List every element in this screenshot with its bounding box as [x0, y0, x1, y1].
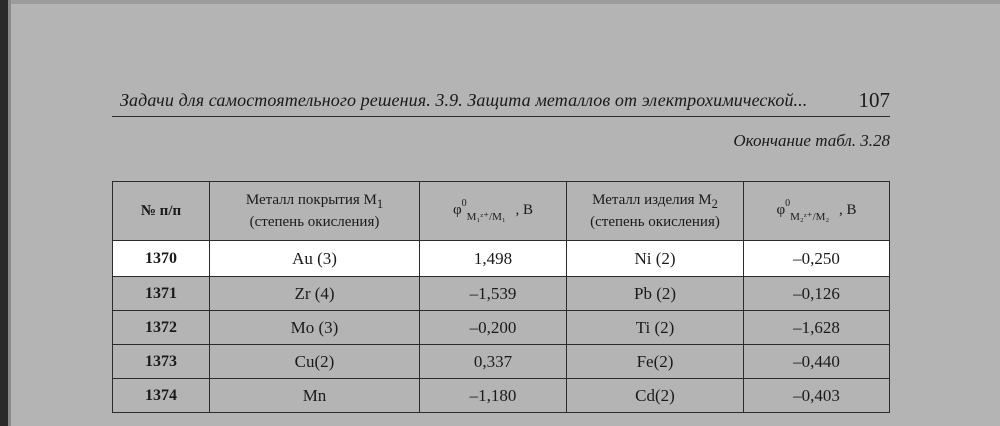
- row-coating-potential: –1,180: [420, 379, 567, 413]
- table-row-highlighted: [113, 241, 890, 277]
- header-coating-metal: [210, 182, 420, 241]
- running-header: [112, 86, 890, 117]
- row-product-potential: –0,126: [744, 277, 890, 311]
- row-number: 1373: [113, 345, 210, 379]
- header-number: № п/п: [113, 182, 210, 241]
- table-row: [113, 345, 890, 379]
- row-product-metal: Pb (2): [567, 277, 744, 311]
- row-number: 1371: [113, 277, 210, 311]
- header-product-metal-index: 2: [711, 197, 718, 211]
- row-product-potential: –1,628: [744, 311, 890, 345]
- header-phi2-symbol: φ: [776, 201, 786, 218]
- header-coating-metal-title: Металл покрытия М: [245, 192, 377, 208]
- header-product-metal-note: (степень окисления): [590, 214, 720, 230]
- row-coating-metal: Zr (4): [210, 277, 420, 311]
- header-product-metal: [567, 182, 744, 241]
- row-product-metal: Fe(2): [567, 345, 744, 379]
- table-header-row: [113, 182, 890, 241]
- row-product-potential: –0,250: [744, 241, 890, 277]
- page-number: 107: [858, 88, 890, 112]
- table-caption: Окончание табл. 3.28: [733, 131, 890, 150]
- data-table: [112, 181, 890, 413]
- row-coating-potential: 0,337: [420, 345, 567, 379]
- row-coating-potential: 1,498: [420, 241, 567, 277]
- header-phi1-sub: M₁ᶻ⁺/M₁: [466, 210, 506, 223]
- table-row: [113, 277, 890, 311]
- row-coating-metal: Mo (3): [210, 311, 420, 345]
- header-coating-metal-index: 1: [376, 197, 384, 211]
- header-phi1-symbol: φ: [452, 201, 462, 218]
- table-row: [113, 379, 890, 413]
- header-product-potential: [744, 182, 890, 241]
- row-coating-metal: Mn: [210, 379, 420, 413]
- scan-left-shadow: [8, 0, 11, 426]
- scan-left-edge: [0, 0, 8, 426]
- header-phi1-sup: 0: [461, 197, 467, 209]
- row-product-potential: –0,403: [744, 379, 890, 413]
- header-phi2-sub: M₂ᶻ⁺/M₂: [790, 210, 830, 223]
- row-number: 1374: [113, 379, 210, 413]
- table-row: [113, 311, 890, 345]
- row-product-potential: –0,440: [744, 345, 890, 379]
- header-product-metal-title: Металл изделия М: [592, 192, 712, 208]
- row-product-metal: Ti (2): [567, 311, 744, 345]
- row-coating-potential: –1,539: [420, 277, 567, 311]
- row-coating-potential: –0,200: [420, 311, 567, 345]
- row-coating-metal: Cu(2): [210, 345, 420, 379]
- row-coating-metal: Au (3): [210, 241, 420, 277]
- row-number: 1370: [113, 241, 210, 277]
- row-product-metal: Ni (2): [567, 241, 744, 277]
- header-phi2-sup: 0: [785, 197, 791, 209]
- scan-top-edge: [0, 0, 1000, 4]
- running-title: Задачи для самостоятельного решения. 3.9. Защита металлов от электрохимической...: [120, 90, 808, 110]
- row-product-metal: Cd(2): [567, 379, 744, 413]
- row-number: 1372: [113, 311, 210, 345]
- header-coating-metal-note: (степень окисления): [249, 214, 380, 230]
- header-phi1-unit: , В: [515, 201, 534, 218]
- header-phi2-unit: , В: [839, 201, 857, 218]
- header-coating-potential: [420, 182, 567, 241]
